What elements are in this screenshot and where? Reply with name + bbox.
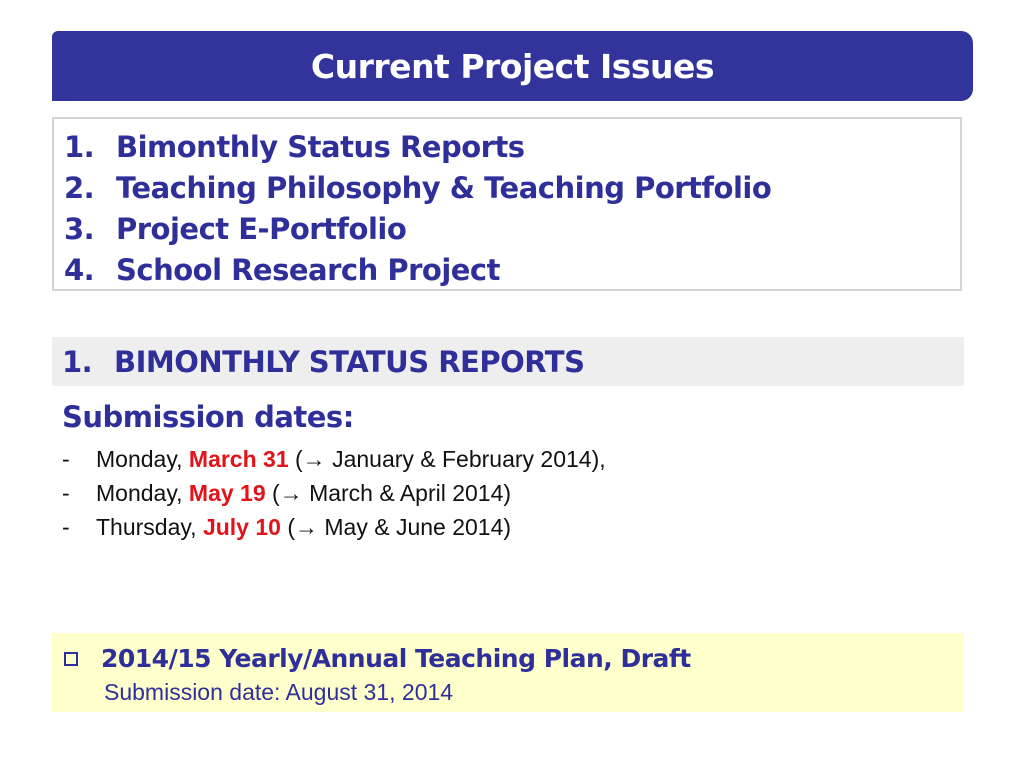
weekday: Monday, <box>96 480 189 506</box>
section-header <box>52 337 964 386</box>
section-number: 1. <box>62 344 93 379</box>
list-dash: - <box>62 514 70 540</box>
list-dash: - <box>62 480 70 506</box>
page-title: Current Project Issues <box>310 46 715 86</box>
issue-label: School Research Project <box>116 253 500 287</box>
submission-date-item <box>62 442 962 476</box>
highlighted-date: July 10 <box>202 514 281 540</box>
teaching-plan-title: 2014/15 Yearly/Annual Teaching Plan, Draft <box>101 644 691 673</box>
issue-label: Teaching Philosophy & Teaching Portfolio <box>116 171 772 205</box>
checkbox-icon <box>64 652 78 666</box>
issue-item <box>64 250 960 291</box>
list-dash: - <box>62 446 70 472</box>
weekday: Monday, <box>96 446 189 472</box>
issue-number: 3. <box>64 212 95 246</box>
issue-item <box>64 209 960 250</box>
issue-label: Project E-Portfolio <box>116 212 407 246</box>
submission-dates-section <box>62 398 962 544</box>
section-title: BIMONTHLY STATUS REPORTS <box>114 344 585 379</box>
teaching-plan-submission-date: Submission date: August 31, 2014 <box>104 679 454 705</box>
issue-number: 1. <box>64 130 95 164</box>
period-detail: (→ March & April 2014) <box>265 480 512 506</box>
submission-date-item <box>62 476 962 510</box>
submission-date-item <box>62 510 962 544</box>
weekday: Thursday, <box>96 514 203 540</box>
issue-number: 2. <box>64 171 95 205</box>
issue-number: 4. <box>64 253 95 287</box>
submission-heading: Submission dates: <box>62 400 354 434</box>
issues-list <box>64 127 960 291</box>
issue-item <box>64 127 960 168</box>
issues-list-box <box>52 117 962 291</box>
period-detail: (→ May & June 2014) <box>280 514 512 540</box>
highlighted-date: March 31 <box>188 446 289 472</box>
title-bar <box>52 31 973 101</box>
issue-label: Bimonthly Status Reports <box>116 130 525 164</box>
teaching-plan-row <box>64 642 964 676</box>
period-detail: (→ January & February 2014), <box>288 446 606 472</box>
issue-item <box>64 168 960 209</box>
teaching-plan-box <box>52 633 964 712</box>
submission-dates-list <box>62 442 962 544</box>
highlighted-date: May 19 <box>188 480 266 506</box>
